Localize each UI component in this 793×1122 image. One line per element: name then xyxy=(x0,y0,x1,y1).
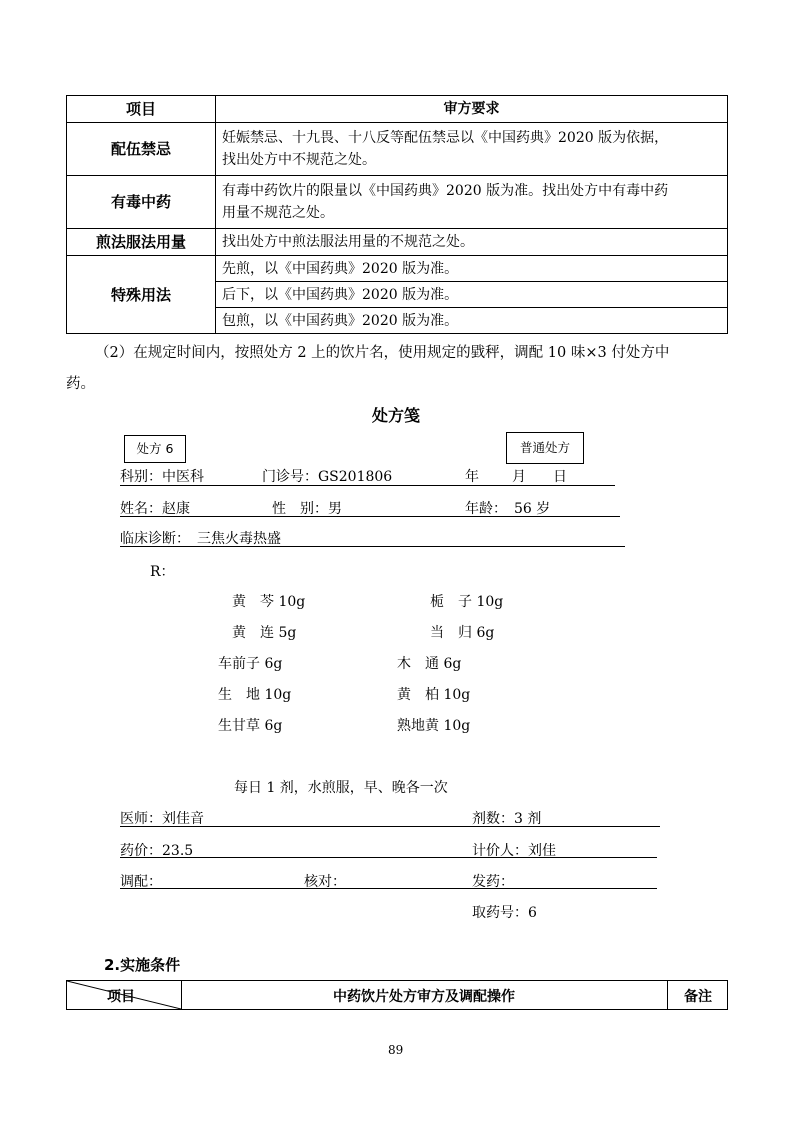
issue-field: 发药： xyxy=(472,874,514,890)
herb-item: 栀 子 10g xyxy=(430,594,504,610)
underline xyxy=(120,485,615,486)
pricer-field: 计价人：刘佳 xyxy=(472,843,556,859)
dept-field: 科别：中医科 xyxy=(120,469,204,485)
age-field: 年龄： 56 岁 xyxy=(465,501,551,517)
req-line: 有毒中药饮片的限量以《中国药典》2020 版为准。找出处方中有毒中药 xyxy=(222,183,669,199)
row-item-special: 特殊用法 xyxy=(67,256,216,334)
price-field: 药价：23.5 xyxy=(120,843,194,859)
diagnosis-field: 临床诊断： 三焦火毒热盛 xyxy=(120,531,281,547)
conditions-col-main: 中药饮片处方审方及调配操作 xyxy=(333,989,515,1005)
row-item-compatibility: 配伍禁忌 xyxy=(67,123,216,176)
row-req-special-2: 后下，以《中国药典》2020 版为准。 xyxy=(216,282,728,308)
gender-field: 性 别：男 xyxy=(272,501,342,517)
row-req-toxic xyxy=(216,176,728,229)
herb-item: 生 地 10g xyxy=(218,687,292,703)
row-req-compatibility xyxy=(216,123,728,176)
req-line: 找出处方中不规范之处。 xyxy=(222,152,376,168)
underline xyxy=(120,857,657,858)
prescription-number-tag: 处方 6 xyxy=(124,435,186,463)
day-label: 日 xyxy=(553,469,567,485)
underline xyxy=(120,546,625,547)
herb-item: 黄 芩 10g xyxy=(232,594,306,610)
clinic-number-field: 门诊号：GS201806 xyxy=(262,469,393,485)
herb-item: 黄 连 5g xyxy=(232,625,297,641)
instruction-line-1: （2）在规定时间内，按照处方 2 上的饮片名，使用规定的戥秤，调配 10 味×3 付处方中 xyxy=(95,345,670,361)
col-header-item: 项目 xyxy=(67,96,216,123)
conditions-table xyxy=(66,980,728,1010)
row-req-special-1: 先煎，以《中国药典》2020 版为准。 xyxy=(216,256,728,282)
req-line: 妊娠禁忌、十九畏、十八反等配伍禁忌以《中国药典》2020 版为依据， xyxy=(222,130,669,146)
row-req-special-3: 包煎，以《中国药典》2020 版为准。 xyxy=(216,308,728,334)
herb-item: 黄 柏 10g xyxy=(397,687,471,703)
underline xyxy=(120,826,660,827)
col-header-requirement: 审方要求 xyxy=(216,96,728,123)
herb-item: 车前子 6g xyxy=(218,656,283,672)
month-label: 月 xyxy=(512,469,526,485)
conditions-col-item: 项目 xyxy=(107,989,135,1005)
underline xyxy=(120,888,657,889)
prescription-type-tag: 普通处方 xyxy=(506,432,584,464)
doses-field: 剂数：3 剂 xyxy=(472,811,542,827)
prescription-title: 处方笺 xyxy=(372,406,421,425)
section-heading: 2.实施条件 xyxy=(104,956,181,974)
row-item-decoction: 煎法服法用量 xyxy=(67,229,216,256)
req-line: 用量不规范之处。 xyxy=(222,205,334,221)
review-requirements-table xyxy=(66,95,728,334)
patient-name-field: 姓名：赵康 xyxy=(120,501,190,517)
herb-item: 当 归 6g xyxy=(430,625,495,641)
year-label: 年 xyxy=(465,469,479,485)
page-number: 89 xyxy=(388,1043,404,1057)
row-item-toxic: 有毒中药 xyxy=(67,176,216,229)
row-req-decoction: 找出处方中煎法服法用量的不规范之处。 xyxy=(216,229,728,256)
herb-item: 熟地黄 10g xyxy=(397,718,471,734)
underline xyxy=(120,516,620,517)
conditions-col-note: 备注 xyxy=(684,989,712,1005)
dispense-field: 调配： xyxy=(120,874,162,890)
check-field: 核对： xyxy=(304,874,346,890)
pickup-number: 取药号：6 xyxy=(472,905,537,921)
usage-instruction: 每日 1 剂，水煎服，早、晚各一次 xyxy=(234,780,448,796)
instruction-line-2: 药。 xyxy=(66,376,95,392)
herb-item: 生甘草 6g xyxy=(218,718,283,734)
herb-item: 木 通 6g xyxy=(397,656,462,672)
rx-symbol: R： xyxy=(150,564,175,580)
doctor-field: 医师：刘佳音 xyxy=(120,811,204,827)
